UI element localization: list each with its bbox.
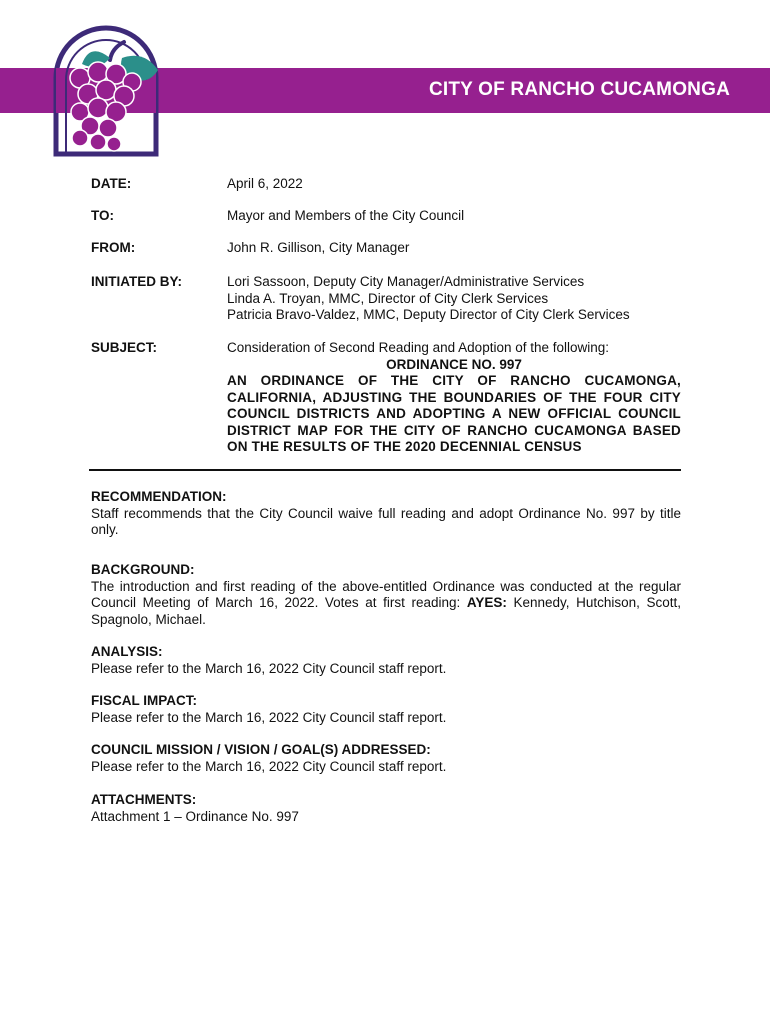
ordinance-number: ORDINANCE NO. 997 [386,356,522,372]
ordinance-title: AN ORDINANCE OF THE CITY OF RANCHO CUCAMONGA, CALIFORNIA, ADJUSTING THE BOUNDARIES OF THE FOUR CITY COUNCIL DISTRICTS AND ADOPTING A NEW OFFICIAL COUNCIL DISTRICT MAP FOR THE CITY OF RANCHO CUCAMONGA BASED ON THE RESULTS OF THE 2020 DECENNIAL CENSUS [227,373,681,454]
background-section [91,562,681,628]
mission-body: Please refer to the March 16, 2022 City Council staff report. [91,758,447,774]
initiator-line: Lori Sassoon, Deputy City Manager/Administrative Services [227,274,585,289]
initiated-by-label: INITIATED BY: [91,274,182,289]
background-text: The introduction and first reading of the above-entitled Ordinance was conducted at the regular Council Meeting of March 16, 2022. Votes at first reading: [91,578,681,610]
analysis-section [91,644,681,677]
fiscal-impact-body: Please refer to the March 16, 2022 City Council staff report. [91,709,447,725]
attachments-body: Attachment 1 – Ordinance No. 997 [91,808,299,824]
organization-name: CITY OF RANCHO CUCAMONGA [428,79,730,100]
fiscal-impact-heading: FISCAL IMPACT: [91,693,197,708]
analysis-body: Please refer to the March 16, 2022 City Council staff report. [91,660,447,676]
subject-block [227,340,681,456]
initiator-line: Linda A. Troyan, MMC, Director of City Clerk Services [227,290,549,306]
analysis-heading: ANALYSIS: [91,644,163,659]
initiator-line: Patricia Bravo-Valdez, MMC, Deputy Director of City Clerk Services [227,307,630,322]
to-label: TO: [91,208,114,223]
from-label: FROM: [91,240,136,255]
ayes-names: Kennedy, Hutchison, Scott, Spagnolo, Michael. [91,595,681,627]
to-value: Mayor and Members of the City Council [227,208,465,223]
header-divider [89,469,681,471]
date-label: DATE: [91,176,132,191]
attachments-heading: ATTACHMENTS: [91,792,197,807]
fiscal-impact-section [91,693,681,726]
attachments-section [91,792,681,825]
grapes-logo-icon [52,20,160,160]
recommendation-heading: RECOMMENDATION: [91,489,227,504]
from-value: John R. Gillison, City Manager [227,240,410,255]
subject-label: SUBJECT: [91,340,158,355]
date-value: April 6, 2022 [227,176,303,191]
ayes-label: AYES: [466,595,507,610]
mission-section [91,742,681,775]
mission-heading: COUNCIL MISSION / VISION / GOAL(S) ADDRESSED: [91,742,431,757]
subject-intro: Consideration of Second Reading and Adoption of the following: [227,340,610,355]
background-body [91,579,681,629]
recommendation-section [91,489,681,539]
recommendation-body: Staff recommends that the City Council waive full reading and adopt Ordinance No. 997 by title only. [91,505,681,537]
initiated-by-list [227,274,681,324]
background-heading: BACKGROUND: [91,562,195,577]
